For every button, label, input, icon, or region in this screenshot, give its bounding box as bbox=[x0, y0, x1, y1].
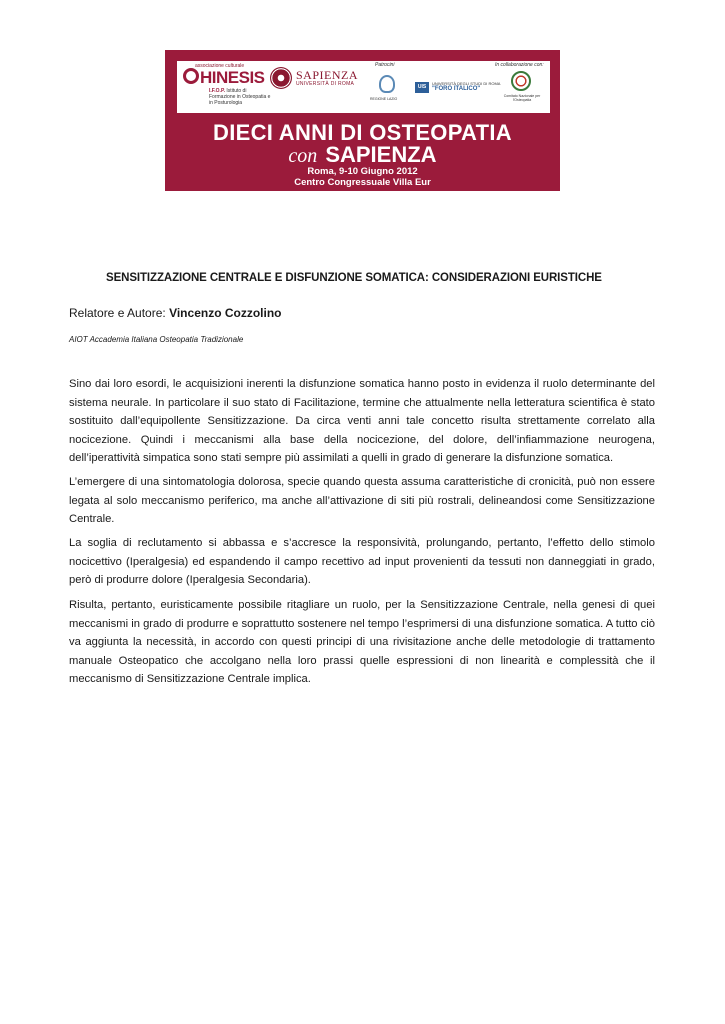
paragraph-4: Risulta, pertanto, euristicamente possibile ritagliare un ruolo, per la Sensitizzazione Centrale, nella genesi di quei meccanismi in grado di produrre e soprattutto sostenere nel tempo l’esprimersi di una disfunzione somatica. A tutto ciò va aggiunta la necessità, in accordo con questi principi di una rivisitazione anche delle metodologie di trattamento manuale Osteopatico che accolgano nella loro prassi quelle espressioni di non linearità e complessità che il meccanismo di Sensitizzazione Centrale implica. bbox=[69, 599, 655, 686]
patronage-label: Patrocini bbox=[375, 62, 395, 68]
collaboration-label: In collaborazione con: bbox=[495, 62, 544, 68]
chinesis-association-label: associazione culturale bbox=[195, 63, 245, 69]
foro-italico-logo bbox=[415, 81, 501, 95]
chinesis-name bbox=[183, 68, 265, 88]
banner-title-line1: DIECI ANNI DI OSTEOPATIA bbox=[213, 120, 512, 145]
chinesis-c-icon bbox=[183, 68, 199, 84]
affiliation: AIOT Accademia Italiana Osteopatia Tradizionale bbox=[69, 335, 244, 344]
author-line bbox=[69, 306, 282, 320]
document-title: SENSITIZZAZIONE CENTRALE E DISFUNZIONE SOMATICA: CONSIDERAZIONI EURISTICHE bbox=[106, 272, 602, 284]
paragraph-1: Sino dai loro esordi, le acquisizioni inerenti la disfunzione somatica hanno posto in evidenza il ruolo determinante del sistema neurale. In particolare il suo stato di Facilitazione, termine che attualmente nella letteratura scientifica è stato sostituito dall’equipollente Sensitizzazione. Da circa venti anni tale concetto risulta strettamente correlato alla nocicezione. Quindi i meccanismi alla base della nocicezione, del dolore, dell’infiammazione neurogena, dell’iperattività simpatica sono stati sempre più assimilati a quelli in grado di generare la disfunzione somatica. bbox=[69, 378, 655, 465]
author-label: Relatore e Autore: bbox=[69, 306, 170, 320]
event-banner bbox=[165, 50, 560, 191]
author-name: Vincenzo Cozzolino bbox=[169, 306, 282, 320]
foro-italico-name: "FORO ITALICO" bbox=[432, 86, 481, 92]
event-date: Roma, 9-10 Giugno 2012 bbox=[307, 166, 418, 177]
regione-lazio-icon bbox=[379, 75, 395, 93]
ifop-text bbox=[209, 88, 271, 106]
paragraph-2: L’emergere di una sintomatologia dolorosa, specie quando questa assuma caratteristiche di cronicità, può non essere legata al solo meccanismo periferico, ma anche all’attivazione di siti più rostrali, delineandosi come Sensitizzazione Centrale. bbox=[69, 476, 655, 526]
sapienza-logo bbox=[296, 69, 358, 87]
sponsor-logo-strip bbox=[177, 61, 550, 113]
event-venue: Centro Congressuale Villa Eur bbox=[294, 177, 431, 188]
patronage-caption: REGIONE LAZIO bbox=[370, 97, 398, 101]
banner-title-line2 bbox=[165, 143, 560, 168]
sapienza-seal-icon bbox=[270, 67, 292, 89]
sapienza-subtitle: UNIVERSITÀ DI ROMA bbox=[296, 81, 355, 87]
paragraph-3: La soglia di reclutamento si abbassa e s’accresce la responsività, prolungando, pertanto, l’effetto dello stimolo nocicettivo (Iperalgesia) ed espandendo il campo recettivo ad input provenienti da tessuti non danneggiati in grado, però di produrre dolore (Iperalgesia Secondaria). bbox=[69, 537, 655, 587]
chinesis-logo bbox=[181, 63, 271, 111]
foro-italico-badge: UIS bbox=[415, 82, 429, 93]
chinesis-name-text: HINESIS bbox=[200, 68, 265, 87]
banner-title-con: con bbox=[288, 145, 318, 167]
ifop-prefix: I.F.O.P. bbox=[209, 88, 226, 94]
ifop-description: Istituto di Formazione in Osteopatia e in Posturologia bbox=[209, 88, 271, 106]
foro-italico-subtitle: UNIVERSITÀ DEGLI STUDI DI ROMA bbox=[432, 81, 501, 86]
banner-title-sapienza: SAPIENZA bbox=[325, 142, 437, 167]
sapienza-name: SAPIENZA bbox=[296, 68, 359, 82]
republic-emblem-icon bbox=[511, 71, 531, 91]
emblem-caption: Comitato Nazionale per l'Osteopatia bbox=[503, 94, 541, 102]
